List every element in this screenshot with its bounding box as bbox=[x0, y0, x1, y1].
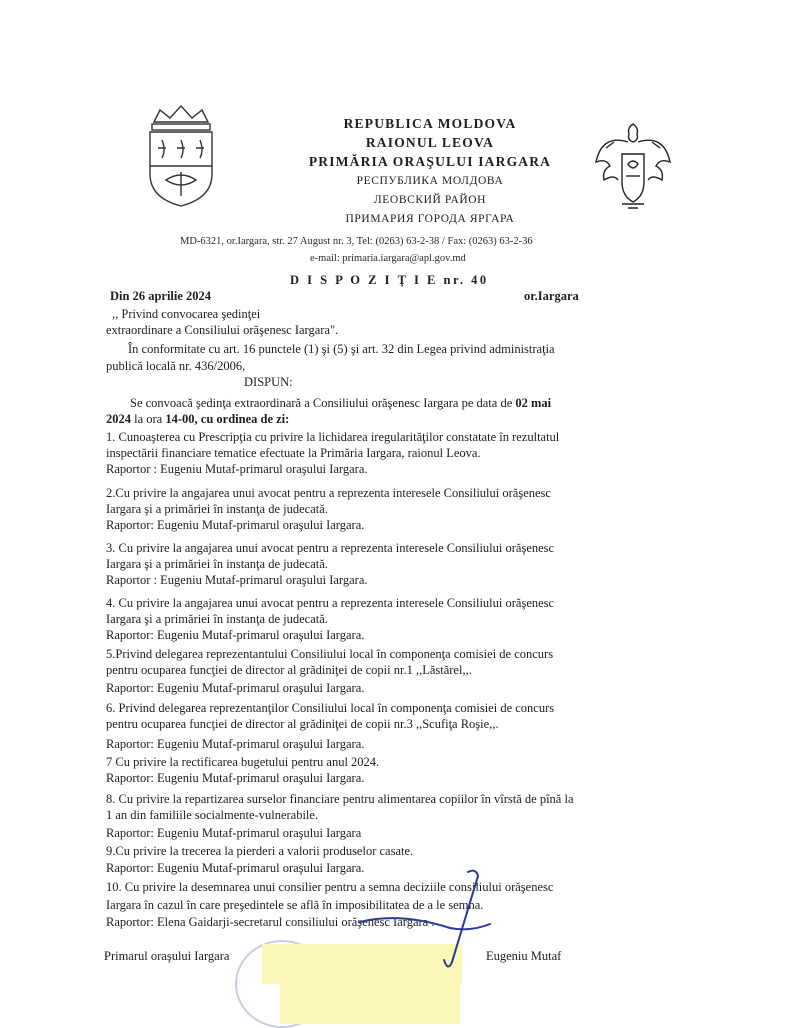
signature-role: Primarul oraşului Iargara bbox=[104, 949, 230, 963]
redaction-block bbox=[280, 984, 460, 1024]
agenda-line: pentru ocuparea funcţiei de director al grădiniţei de copii nr.1 ,,Lăstărel,,. bbox=[106, 663, 472, 677]
convocation-text: Se convoacă şedinţa extraordinară a Consiliului orăşenesc Iargara pe data de bbox=[130, 396, 516, 410]
header-district-cyr: ЛЕОВСКИЙ РАЙОН bbox=[373, 194, 487, 206]
agenda-line: Iargara şi a primăriei în instanţa de judecată. bbox=[106, 557, 328, 571]
subject-line-1: ,, Privind convocarea şedinţei bbox=[112, 307, 261, 321]
convocation-hour: 14-00, cu ordinea de zi: bbox=[165, 412, 290, 426]
subject-line-2: extraordinare a Consiliului orăşenesc Iargara". bbox=[106, 323, 339, 337]
agenda-line: 5.Privind delegarea reprezentantului Consiliului local în componenţa comisiei de concurs bbox=[106, 647, 554, 661]
convocation-hour-label: la ora bbox=[131, 412, 166, 426]
agenda-line: 4. Cu privire la angajarea unui avocat pentru a reprezenta interesele Consiliului orăşenesc bbox=[106, 596, 555, 610]
header-latin bbox=[260, 114, 600, 171]
agenda-line: Iargara şi a primăriei în instanţa de judecată. bbox=[106, 612, 328, 626]
convocation-date: 02 mai bbox=[515, 396, 552, 410]
agenda-line: Iargara în cazul în care preşedintele se află în imposibilitatea de a le semna. bbox=[106, 898, 484, 912]
agenda-line: 1 an din familiile socialmente-vulnerabile. bbox=[106, 808, 319, 822]
document-title: D I S P O Z I Ţ I E nr. 40 bbox=[290, 273, 489, 287]
agenda-line: Raportor: Eugeniu Mutaf-primarul oraşului Iargara. bbox=[106, 628, 365, 642]
agenda-line: Raportor: Eugeniu Mutaf-primarul oraşului Iargara. bbox=[106, 737, 365, 751]
agenda-line: 8. Cu privire la repartizarea surselor financiare pentru alimentarea copiilor în vîrstă de pînă la bbox=[106, 792, 574, 806]
agenda-line: 10. Cu privire la desemnarea unui consilier pentru a semna deciziile consiliului orăşenesc bbox=[106, 880, 554, 894]
agenda-line: Raportor : Eugeniu Mutaf-primarul oraşului Iargara. bbox=[106, 462, 368, 476]
redaction-block bbox=[262, 944, 462, 984]
contact-address: MD-6321, or.Iargara, str. 27 August nr. 3, Tel: (0263) 63-2-38 / Fax: (0263) 63-2-36 bbox=[180, 236, 533, 247]
agenda-line: pentru ocuparea funcţiei de director al grădiniţei de copii nr.3 ,,Scufiţa Roşie,,. bbox=[106, 717, 499, 731]
header-town-hall-cyr: ПРИМАРИЯ ГОРОДА ЯРГАРА bbox=[345, 213, 515, 225]
agenda-line: 1. Cunoaşterea cu Prescripţia cu privire la lichidarea iregularităţilor constatate în rezultatul bbox=[106, 430, 560, 444]
agenda-line: Raportor: Eugeniu Mutaf-primarul oraşului Iargara. bbox=[106, 771, 365, 785]
signature-name: Eugeniu Mutaf bbox=[486, 949, 562, 963]
agenda-line: 7 Cu privire la rectificarea bugetului pentru anul 2024. bbox=[106, 755, 380, 769]
header-cyrillic bbox=[260, 172, 600, 229]
agenda-line: 2.Cu privire la angajarea unui avocat pentru a reprezenta interesele Consiliului orăşenesc bbox=[106, 486, 551, 500]
header-country-cyr: РЕСПУБЛИКА МОЛДОВА bbox=[356, 175, 504, 187]
agenda-line: Raportor: Elena Gaidarji-secretarul consiliului orăşenesc Iargara . bbox=[106, 915, 435, 929]
convocation-year: 2024 bbox=[106, 412, 131, 426]
iargara-coat-of-arms-icon bbox=[140, 100, 222, 210]
document-place: or.Iargara bbox=[524, 289, 579, 303]
convocation-line-2 bbox=[106, 411, 289, 427]
header-town-hall: PRIMĂRIA ORAŞULUI IARGARA bbox=[308, 154, 552, 169]
agenda-line: 9.Cu privire la trecerea la pierderi a valorii produselor casate. bbox=[106, 844, 414, 858]
convocation-line-1 bbox=[130, 395, 551, 411]
agenda-line: 6. Privind delegarea reprezentanţilor Consiliului local în componenţa comisiei de concurs bbox=[106, 701, 555, 715]
agenda-line: Raportor: Eugeniu Mutaf-primarul oraşului Iargara. bbox=[106, 861, 365, 875]
agenda-line: inspectării financiare tematice efectuate la Primăria Iargara, raionul Leova. bbox=[106, 446, 481, 460]
contact-email: e-mail: primaria.iargara@apl.gov.md bbox=[310, 253, 466, 264]
dispun-heading: DISPUN: bbox=[244, 375, 293, 389]
moldova-coat-of-arms-icon bbox=[592, 118, 674, 216]
header-country: REPUBLICA MOLDOVA bbox=[343, 116, 517, 131]
header-district: RAIONUL LEOVA bbox=[365, 135, 495, 150]
document-date: Din 26 aprilie 2024 bbox=[110, 289, 212, 303]
preamble-line-1: În conformitate cu art. 16 punctele (1) şi (5) şi art. 32 din Legea privind administraţia bbox=[128, 342, 555, 356]
preamble-line-2: publică locală nr. 436/2006, bbox=[106, 359, 246, 373]
agenda-line: Iargara şi a primăriei în instanţa de judecată. bbox=[106, 502, 328, 516]
agenda-line: 3. Cu privire la angajarea unui avocat pentru a reprezenta interesele Consiliului orăşenesc bbox=[106, 541, 555, 555]
agenda-line: Raportor: Eugeniu Mutaf-primarul oraşului Iargara. bbox=[106, 681, 365, 695]
agenda-line: Raportor : Eugeniu Mutaf-primarul oraşului Iargara. bbox=[106, 573, 368, 587]
agenda-line: Raportor: Eugeniu Mutaf-primarul oraşului Iargara bbox=[106, 826, 362, 840]
agenda-line: Raportor: Eugeniu Mutaf-primarul oraşului Iargara. bbox=[106, 518, 365, 532]
